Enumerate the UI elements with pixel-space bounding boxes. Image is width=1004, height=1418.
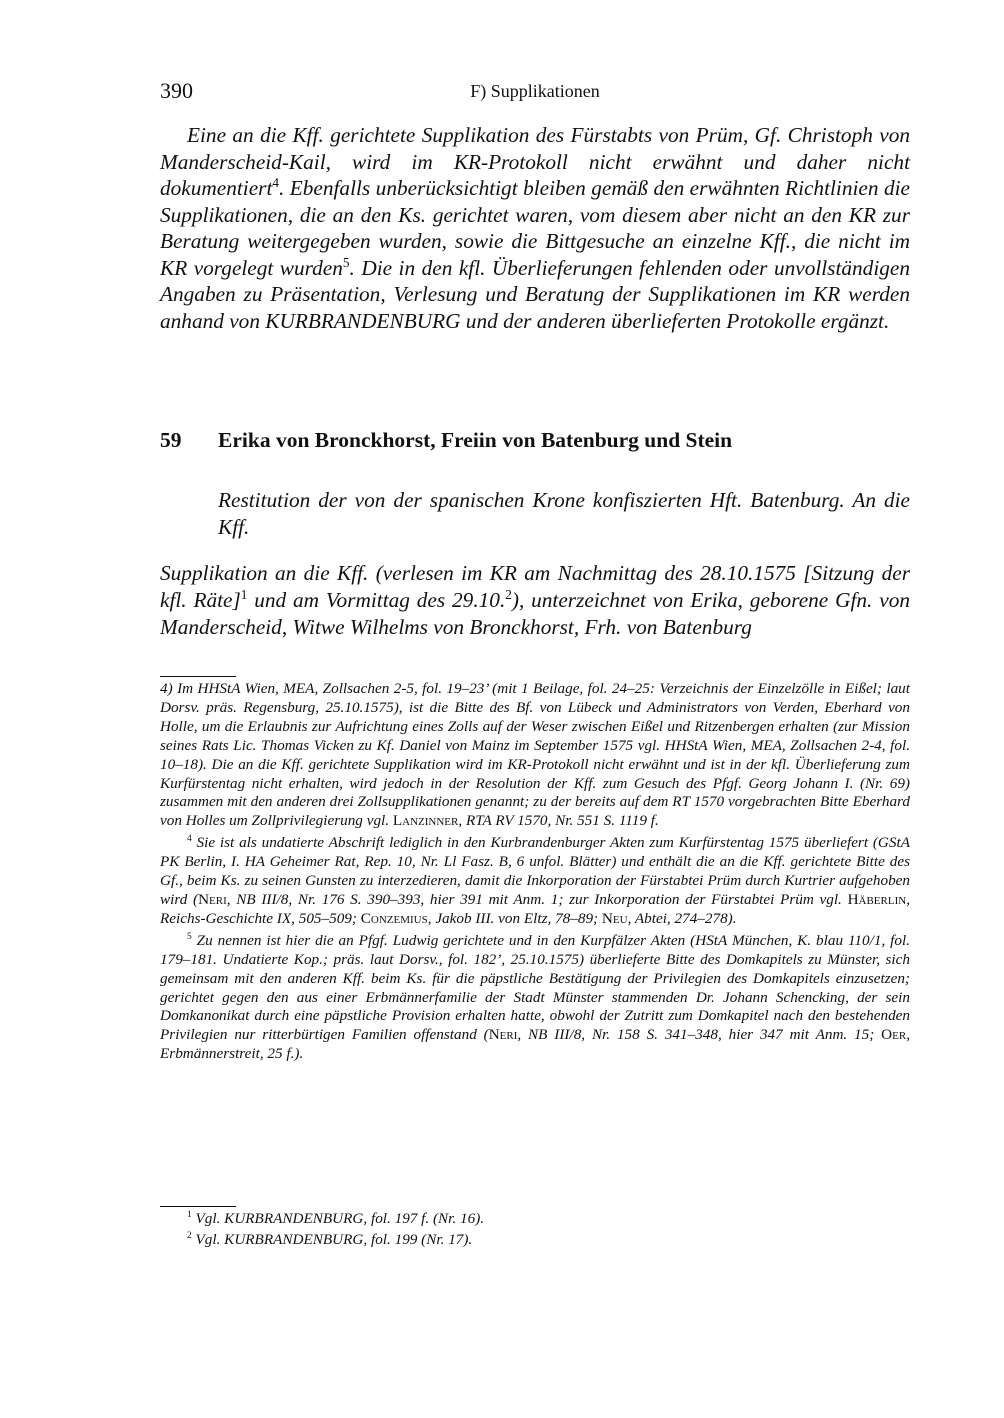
critical-note bbox=[160, 1209, 910, 1230]
author-name: Häberlin bbox=[847, 890, 907, 908]
author-name: Oer bbox=[881, 1026, 907, 1044]
footnotes bbox=[160, 680, 910, 1064]
source-text: Supplikation an die Kff. (verlesen im KR am Nachmittag des 28.10.1575 [Sitzung der kfl. Räte] bbox=[160, 561, 910, 612]
running-head: F) Supplikationen bbox=[470, 81, 600, 101]
critical-notes-divider bbox=[160, 1206, 236, 1207]
footnote-4 bbox=[160, 834, 910, 929]
footnote-mark: 4 bbox=[187, 834, 192, 845]
critical-note-ref: 1 bbox=[240, 586, 248, 602]
footnote-text: , Jakob III. von Eltz, 78–89; bbox=[427, 909, 602, 927]
critical-notes bbox=[160, 1209, 910, 1250]
intro-paragraph bbox=[160, 122, 910, 334]
footnote-text: Zu nennen ist hier die an Pfgf. Ludwig gerichtete und in den Kurpfälzer Akten (HStA München, K. blau 110/1, fol. 179–181. Undatierte Kop.; präs. laut Dorsv., fol. 182’, 25.10.1575) überlieferte Bitte des Domkapitels zu Münster, sich gemeinsam mit den anderen Kff. beim Ks. für die päpstliche Bestätigung der Privilegien des Domkapitels einzusetzen; gerichtet gegen den aus einer Erbmännerfamilie der Stadt Münster stammenden Dr. Johann Schencking, der sein Domkanonikat durch eine päpstliche Provision erhalten hatte, obwohl der Zutritt zum Domkapitel nach den bestehenden Privilegien nur ritterbürtigen Familien offenstand ( bbox=[160, 931, 910, 1044]
footnote-text: 4) Im HHStA Wien, MEA, Zollsachen 2-5, fol. 19–23’ (mit 1 Beilage, fol. 24–25: Verzeichnis der Einzelzölle in Eißel; laut Dorsv. präs. Regensburg, 25.10.1575), ist die Bitte des Bf. von Lübeck und Administrators von Verden, Eberhard von Holle, um die Erlaubnis zur Aufrichtung eines Zolls auf der Weser zwischen Eißel und Ritzenbergen erhalten (zur Mission seines Rats Lic. Thomas Vicken zu Kf. Daniel von Mainz im September 1575 vgl. HHStA Wien, MEA, Zollsachen 2-4, fol. 10–18). Die an die Kff. gerichtete Supplikation wird im KR-Protokoll nicht erwähnt und ist in der kfl. Überlieferung zum Kurfürstentag nicht erhalten, wird jedoch in der Resolution der Kff. zum Gesuch des Pfgf. Georg Johann I. (Nr. 69) zusammen mit den anderen drei Zollsupplikationen genannt; zu der bereits auf dem RT 1570 vorgebrachten Bitte Eberhard von Holles um Zollprivilegierung vgl. bbox=[160, 680, 910, 830]
footnote-mark: 5 bbox=[187, 931, 192, 942]
document-number: 59 bbox=[160, 428, 182, 452]
document-title: Erika von Bronckhorst, Freiin von Batenburg und Stein bbox=[218, 428, 733, 452]
footnote-continued bbox=[160, 680, 910, 831]
intro-text: Eine an die Kff. gerichtete Supplikation des Fürstabts von Prüm, Gf. Christoph von Manderscheid-Kail, wird im KR-Protokoll nicht erwähnt und daher nicht dokumentiert bbox=[160, 123, 910, 200]
source-text: und am Vormittag des 29.10. bbox=[247, 588, 506, 612]
footnote-text: , NB III/8, Nr. 176 S. 390–393, hier 391 mit Anm. 1; zur Inkorporation der Fürstabtei Prüm vgl. bbox=[226, 890, 848, 908]
footnote-ref: 5 bbox=[342, 254, 350, 270]
critical-note-mark: 2 bbox=[187, 1230, 192, 1241]
author-name: Conzemius bbox=[360, 909, 428, 927]
intro-text: . Ebenfalls unberücksichtigt bleiben gemäß den erwähnten Richtlinien die Supplikationen, die an den Ks. gerichtet waren, vom diesem aber nicht an den KR zur Beratung weitergegeben wurden, sowie die Bittgesuche an einzelne Kff., die nicht im KR vorgelegt wurden bbox=[160, 176, 910, 280]
author-name: Neri bbox=[198, 890, 227, 908]
footnote-text: Sie ist als undatierte Abschrift lediglich in den Kurbrandenburger Akten zum Kurfürstentag 1575 überliefert (GStA PK Berlin, I. HA Geheimer Rat, Rep. 10, Nr. Ll Fasz. B, 6 unfol. Blätter) und enthält die an die Kff. gerichtete Bitte des Gf., beim Ks. zu seinen Gunsten zu interzedieren, damit die Inkorporation der Fürstabtei Prüm durch Kurtrier aufgehoben wird ( bbox=[160, 834, 910, 908]
footnote-text: , Reichs-Geschichte IX, 505–509; bbox=[160, 890, 910, 927]
author-name: Neri bbox=[488, 1026, 518, 1044]
author-name: Lanzinner bbox=[392, 812, 459, 830]
footnote-ref: 4 bbox=[272, 174, 279, 190]
footnote-text: , NB III/8, Nr. 158 S. 341–348, hier 347 mit Anm. 15; bbox=[517, 1026, 882, 1044]
intro-text: . Die in den kfl. Überlieferungen fehlenden oder unvollständigen Angaben zu Präsentation, Verlesung und Beratung der Supplikationen im KR werden anhand von KURBRANDENBURG und der anderen überlieferten Protokolle ergänzt. bbox=[160, 255, 910, 333]
source-text: ), unterzeichnet von Erika, geborene Gfn. von Manderscheid, Witwe Wilhelms von Bronckhorst, Frh. von Batenburg bbox=[160, 588, 910, 639]
source-description bbox=[160, 560, 910, 641]
critical-note-mark: 1 bbox=[187, 1209, 192, 1220]
footnote-divider bbox=[160, 676, 236, 677]
footnote-text: , Abtei, 274–278). bbox=[627, 909, 737, 927]
footnote-text: , Erbmännerstreit, 25 f.). bbox=[160, 1026, 910, 1063]
page-header bbox=[160, 78, 910, 108]
critical-note bbox=[160, 1230, 910, 1251]
critical-note-text: Vgl. KURBRANDENBURG, fol. 199 (Nr. 17). bbox=[191, 1230, 473, 1248]
critical-note-ref: 2 bbox=[505, 586, 512, 602]
document-regest: Restitution der von der spanischen Krone konfiszierten Hft. Batenburg. An die Kff. bbox=[218, 488, 910, 539]
footnote-text: , RTA RV 1570, Nr. 551 S. 1119 f. bbox=[458, 812, 659, 830]
critical-note-text: Vgl. KURBRANDENBURG, fol. 197 f. (Nr. 16). bbox=[191, 1210, 485, 1227]
author-name: Neu bbox=[601, 909, 628, 927]
page-number: 390 bbox=[160, 78, 193, 103]
footnote-5 bbox=[160, 932, 910, 1064]
